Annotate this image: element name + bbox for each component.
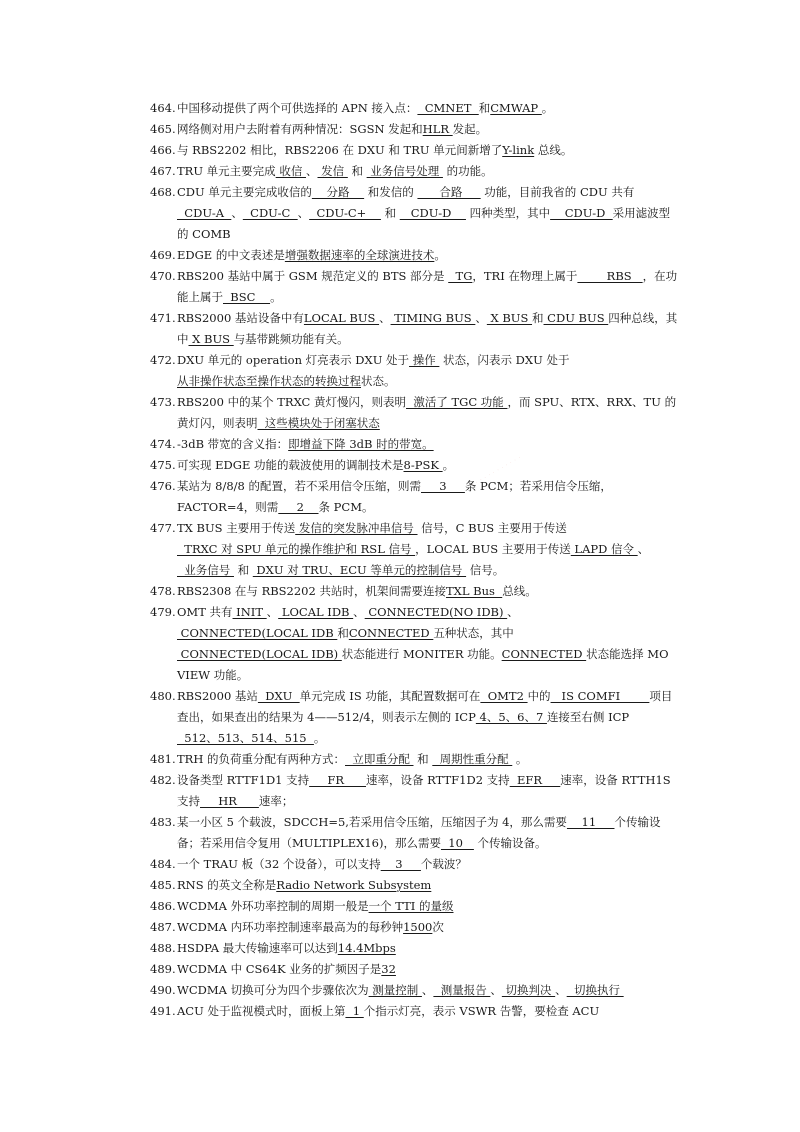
question-text: WCDMA 切换可分为四个步骤依次为 <box>177 983 369 997</box>
question-item <box>150 266 680 308</box>
answer-blank: 发信的突发脉冲串信号 <box>295 521 418 535</box>
answer-blank: CDU-D <box>399 206 466 220</box>
question-number: 471. <box>150 311 176 325</box>
question-number: 476. <box>150 479 176 493</box>
answer-blank: INIT <box>232 605 267 619</box>
question-text: 总线。 <box>534 143 573 157</box>
answer-blank: TG <box>448 269 473 283</box>
question-text: 信号。 <box>466 563 505 577</box>
answer-blank: BSC <box>223 290 271 304</box>
answer-blank: CONNECTED(LOCAL IDB <box>177 626 338 640</box>
question-item <box>150 119 680 140</box>
question-text: ACU 处于监视模式时，面板上第 <box>177 1004 346 1018</box>
question-number: 487. <box>150 920 176 934</box>
question-text: 设备类型 RTTF1D1 支持 <box>177 773 310 787</box>
question-text: WCDMA 内环功率控制速率最高为的每秒钟 <box>177 920 404 934</box>
answer-blank: CONNECTED(LOCAL IDB) <box>177 647 342 661</box>
answer-blank: 收信 <box>275 164 306 178</box>
question-number: 464. <box>150 101 176 115</box>
answer-blank: 4、5、6、7 <box>475 710 547 724</box>
question-item <box>150 581 680 602</box>
question-text: 五种状态，其中 <box>433 626 514 640</box>
answer-blank: Y-link <box>502 143 535 157</box>
question-text: 某站为 8/8/8 的配置，若不采用信令压缩，则需 <box>177 479 422 493</box>
answer-blank: IS COMFI <box>550 689 650 703</box>
question-item <box>150 182 680 245</box>
question-item <box>150 770 680 812</box>
answer-blank: 合路 <box>417 185 481 199</box>
answer-blank: 测量报告 <box>433 983 491 997</box>
question-text: 。 <box>434 248 446 262</box>
answer-blank: 1500 <box>403 920 433 934</box>
answer-blank: 即增益下降 3dB 时的带宽。 <box>288 437 434 451</box>
question-text: 可实现 EDGE 功能的载波使用的调制技术是 <box>177 458 404 472</box>
question-item <box>150 161 680 182</box>
question-item <box>150 518 680 581</box>
question-text: TRU 单元主要完成 <box>177 164 276 178</box>
question-text: 网络侧对用户去附着有两种情况：SGSN 发起和 <box>177 122 423 136</box>
answer-blank: 32 <box>381 962 396 976</box>
question-text: 状态能选择 MO VIEW 功能。 <box>177 647 669 682</box>
question-text: 。 <box>270 290 282 304</box>
question-text: 。 <box>313 731 326 745</box>
answer-blank: 10 <box>440 836 474 850</box>
question-text: 速率； <box>258 794 294 808</box>
question-text: 、 <box>306 164 318 178</box>
question-number: 478. <box>150 584 176 598</box>
question-text: TRH 的负荷重分配有两种方式： <box>177 752 346 766</box>
question-text: 采用滤波型的 COMB <box>177 206 671 241</box>
question-text: 条 PCM。 <box>318 500 374 514</box>
question-text: 。 <box>541 101 554 115</box>
question-text: ，LOCAL BUS 主要用于传送 <box>415 542 571 556</box>
answer-blank: 从非操作状态至操作状态的转换过程 <box>177 374 361 388</box>
question-item <box>150 959 680 980</box>
question-text: 与基带跳频功能有关。 <box>233 332 349 346</box>
question-number: 473. <box>150 395 176 409</box>
answer-blank: 1 <box>345 1004 364 1018</box>
question-number: 469. <box>150 248 176 262</box>
question-number: 474. <box>150 437 176 451</box>
answer-blank: 3 <box>421 479 465 493</box>
question-number: 483. <box>150 815 176 829</box>
question-text: ，TRI 在物理上属于 <box>472 269 578 283</box>
question-text: 个传输设备。 <box>473 836 547 850</box>
question-item <box>150 434 680 455</box>
question-text: 。 <box>512 752 528 766</box>
answer-blank: HLR <box>422 122 453 136</box>
question-text: 、 <box>475 311 487 325</box>
question-item <box>150 98 680 119</box>
question-number: 475. <box>150 458 176 472</box>
answer-blank: EFR <box>509 773 561 787</box>
question-text: ，在功能上属于 <box>177 269 678 304</box>
answer-blank: CONNECTED(NO IDB) <box>364 605 508 619</box>
question-text: 速率，设备 RTTH1S 支持 <box>177 773 671 808</box>
question-text: 、 <box>297 206 310 220</box>
answer-blank: LAPD 信令 <box>570 542 638 556</box>
question-number: 486. <box>150 899 176 913</box>
question-number: 466. <box>150 143 176 157</box>
question-text: 和 <box>337 626 349 640</box>
answer-blank: 分路 <box>311 185 365 199</box>
question-text: 、 <box>421 983 434 997</box>
question-item <box>150 854 680 875</box>
question-text: 、 <box>490 983 502 997</box>
question-item <box>150 812 680 854</box>
answer-blank: 一个 TTI 的量级 <box>368 899 454 913</box>
question-text: 和 <box>347 164 367 178</box>
question-item <box>150 476 680 518</box>
question-text: 连接至右侧 ICP <box>546 710 630 724</box>
question-text: 、 <box>507 605 519 619</box>
question-number: 480. <box>150 689 176 703</box>
question-text: 、 <box>266 605 279 619</box>
question-number: 485. <box>150 878 176 892</box>
answer-blank: CDU-D <box>550 206 613 220</box>
answer-blank: CONNECTED <box>501 647 587 661</box>
question-item <box>150 140 680 161</box>
question-text: 和 <box>380 206 400 220</box>
question-item <box>150 980 680 1001</box>
question-text: 、 <box>353 605 365 619</box>
question-text: 状态。 <box>361 374 396 388</box>
question-item <box>150 938 680 959</box>
answer-blank: 业务信号 <box>177 563 234 577</box>
question-text: 四种类型，其中 <box>465 206 551 220</box>
answer-blank: 这些模块处于闭塞状态 <box>257 416 380 430</box>
question-text: RBS2000 基站设备中有 <box>177 311 304 325</box>
question-text: 速率，设备 RTTF1D2 支持 <box>366 773 510 787</box>
question-text: 和 <box>233 563 253 577</box>
answer-blank: LOCAL IDB <box>278 605 354 619</box>
question-text: TX BUS 主要用于传送 <box>177 521 296 535</box>
answer-blank: 测量控制 <box>368 983 422 997</box>
answer-blank: RBS <box>577 269 643 283</box>
question-text: RBS2000 基站 <box>177 689 258 703</box>
question-text: 和 <box>413 752 433 766</box>
question-text: 个传输设备；若采用信令复用（MULTIPLEX16)，那么需要 <box>177 815 661 850</box>
answer-blank: 增强数据速率的全球演进技术 <box>284 248 435 262</box>
question-text: 和 <box>532 311 544 325</box>
answer-blank: DXU 对 TRU、ECU 等单元的控制信号 <box>252 563 467 577</box>
question-text: 四种总线，其中 <box>177 311 678 346</box>
answer-blank: FR <box>309 773 367 787</box>
answer-blank: CDU-A <box>177 206 232 220</box>
question-text: 某一小区 5 个载波，SDCCH=5,若采用信令压缩，压缩因子为 4，那么需要 <box>177 815 567 829</box>
question-text: WCDMA 外环功率控制的周期一般是 <box>177 899 369 913</box>
question-item <box>150 749 680 770</box>
question-item <box>150 686 680 749</box>
answer-blank: CMWAP <box>490 101 542 115</box>
answer-blank: CMNET <box>417 101 479 115</box>
question-number: 479. <box>150 605 176 619</box>
question-item <box>150 896 680 917</box>
watermark: · · · · · · · · · · · · <box>471 455 523 489</box>
question-text: DXU 单元的 operation 灯亮表示 DXU 处于 <box>177 353 410 367</box>
question-text: 发起。 <box>452 122 488 136</box>
question-item <box>150 602 680 686</box>
question-text: 状态能进行 MONITER 功能。 <box>341 647 502 661</box>
question-text: 总线。 <box>502 584 537 598</box>
answer-blank: TRXC 对 SPU 单元的操作维护和 RSL 信号 <box>177 542 416 556</box>
answer-blank: Radio Network Subsystem <box>276 878 432 892</box>
question-text: 个指示灯亮，表示 VSWR 告警，要检查 ACU <box>363 1004 600 1018</box>
question-number: 490. <box>150 983 176 997</box>
question-text: 中国移动提供了两个可供选择的 APN 接入点： <box>177 101 418 115</box>
answer-blank: 操作 <box>409 353 440 367</box>
question-text: 功能，目前我省的 CDU 共有 <box>480 185 635 199</box>
question-number: 477. <box>150 521 176 535</box>
question-item <box>150 1001 680 1022</box>
question-text: 个载波？ <box>420 857 467 871</box>
answer-blank: 2 <box>278 500 319 514</box>
question-number: 482. <box>150 773 176 787</box>
question-text: 和 <box>478 101 491 115</box>
question-text: 信号，C BUS 主要用于传送 <box>417 521 567 535</box>
answer-blank: 8-PSK <box>403 458 443 472</box>
question-number: 488. <box>150 941 176 955</box>
question-item <box>150 350 680 392</box>
question-item <box>150 308 680 350</box>
answer-blank: TXL Bus <box>445 584 503 598</box>
answer-blank: 11 <box>566 815 615 829</box>
question-text: HSDPA 最大传输速率可以达到 <box>177 941 338 955</box>
question-item <box>150 875 680 896</box>
answer-blank: LOCAL BUS <box>303 311 380 325</box>
question-text: ，而 SPU、RTX、RRX、TU 的黄灯闪，则表明 <box>177 395 677 430</box>
answer-blank: HR <box>200 794 259 808</box>
question-text: 条 PCM；若采用信令压缩，FACTOR=4，则需 <box>177 479 612 514</box>
answer-blank: 切换判决 <box>501 983 556 997</box>
question-text: 状态，闪表示 DXU 处于 <box>439 353 570 367</box>
question-text: 。 <box>442 458 455 472</box>
answer-blank: CDU BUS <box>543 311 609 325</box>
question-item <box>150 455 680 476</box>
question-number: 472. <box>150 353 176 367</box>
question-text: -3dB 带宽的含义指： <box>177 437 289 451</box>
question-text: 、 <box>379 311 391 325</box>
question-text: 与 RBS2202 相比，RBS2206 在 DXU 和 TRU 单元间新增了 <box>177 143 503 157</box>
question-text: 、 <box>555 983 567 997</box>
answer-blank: 立即重分配 <box>345 752 414 766</box>
answer-blank: 业务信号处理 <box>366 164 443 178</box>
answer-blank: CONNECTED <box>348 626 434 640</box>
question-number: 484. <box>150 857 176 871</box>
answer-blank: TIMING BUS <box>390 311 476 325</box>
question-text: 一个 TRAU 板（32 个设备），可以支持 <box>177 857 381 871</box>
document-page <box>150 98 680 1022</box>
question-number: 465. <box>150 122 176 136</box>
question-text: 中的 <box>527 689 551 703</box>
question-item <box>150 917 680 938</box>
question-text: 和发信的 <box>364 185 418 199</box>
question-text: WCDMA 中 CS64K 业务的扩频因子是 <box>177 962 382 976</box>
question-item <box>150 245 680 266</box>
answer-blank: 周期性重分配 <box>432 752 513 766</box>
question-text: 单元完成 IS 功能，其配置数据可在 <box>299 689 481 703</box>
question-item <box>150 392 680 434</box>
question-number: 470. <box>150 269 176 283</box>
answer-blank: 3 <box>380 857 421 871</box>
question-text: 、 <box>231 206 243 220</box>
answer-blank: DXU <box>257 689 300 703</box>
question-text: RNS 的英文全称是 <box>177 878 277 892</box>
question-text: 的功能。 <box>442 164 493 178</box>
answer-blank: OMT2 <box>480 689 528 703</box>
question-text: RBS200 中的某个 TRXC 黄灯慢闪，则表明 <box>177 395 407 409</box>
question-text: 、 <box>637 542 650 556</box>
answer-blank: X BUS <box>486 311 533 325</box>
answer-blank: 切换执行 <box>566 983 624 997</box>
answer-blank: 发信 <box>317 164 348 178</box>
answer-blank: 14.4Mbps <box>337 941 396 955</box>
answer-blank: 512、513、514、515 <box>177 731 314 745</box>
question-text: RBS2308 在与 RBS2202 共站时，机架间需要连接 <box>177 584 446 598</box>
answer-blank: CDU-C <box>242 206 298 220</box>
question-text: OMT 共有 <box>177 605 233 619</box>
question-number: 481. <box>150 752 176 766</box>
question-number: 467. <box>150 164 176 178</box>
question-text: RBS200 基站中属于 GSM 规范定义的 BTS 部分是 <box>177 269 449 283</box>
question-text: 次 <box>432 920 444 934</box>
answer-blank: 激活了 TGC 功能 <box>406 395 508 409</box>
question-number: 468. <box>150 185 176 199</box>
question-text: CDU 单元主要完成收信的 <box>177 185 312 199</box>
question-text: 项目查出，如果查出的结果为 4——512/4，则表示左侧的 ICP <box>177 689 673 724</box>
answer-blank: CDU-C+ <box>309 206 381 220</box>
question-text: EDGE 的中文表述是 <box>177 248 285 262</box>
question-number: 489. <box>150 962 176 976</box>
answer-blank: X BUS <box>188 332 234 346</box>
question-number: 491. <box>150 1004 176 1018</box>
